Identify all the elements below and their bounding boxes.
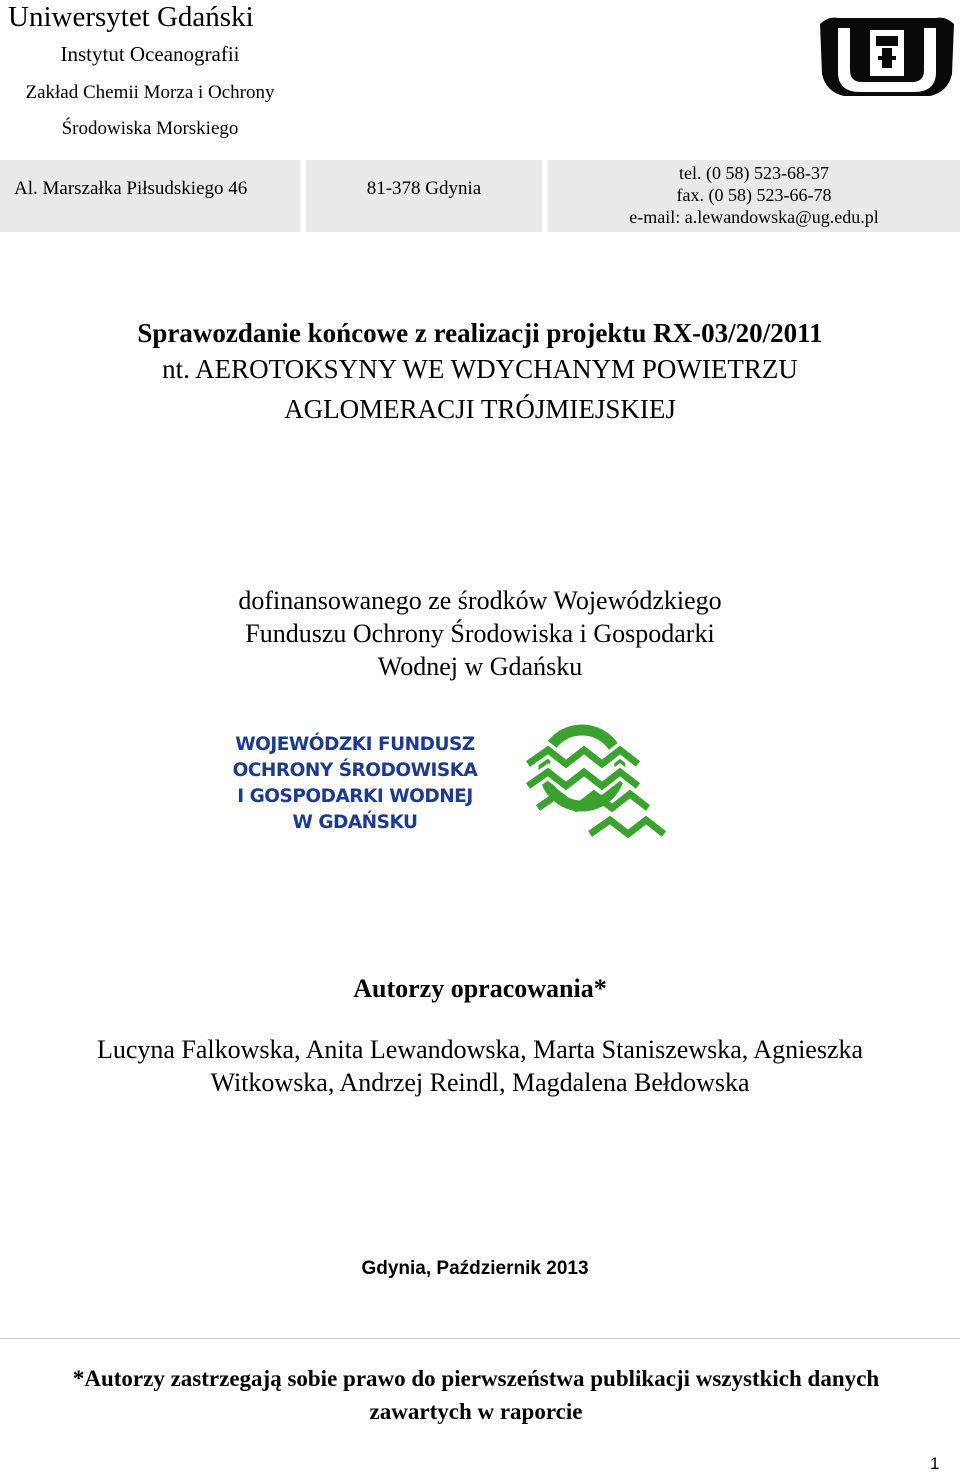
institute-name: Instytut Oceanografii: [60, 42, 240, 66]
street-address: Al. Marszałka Piłsudskiego 46: [14, 178, 248, 199]
department-line1: Zakład Chemii Morza i Ochrony: [25, 82, 275, 103]
funding-statement: [0, 584, 960, 683]
authors-heading: Autorzy opracowania*: [353, 974, 607, 1003]
report-subject-line1: nt. AEROTOKSYNY WE WDYCHANYM POWIETRZU: [162, 354, 798, 384]
department-line2: Środowiska Morskiego: [61, 118, 239, 139]
report-title: Sprawozdanie końcowe z realizacji projektu RX-03/20/2011: [137, 318, 823, 348]
footnote-line1: *Autorzy zastrzegają sobie prawo do pierwszeństwa publikacji wszystkich danych: [72, 1366, 880, 1391]
wfos-line2: OCHRONY ŚRODOWISKA: [232, 760, 478, 781]
email-address: e-mail: a.lewandowska@ug.edu.pl: [629, 207, 879, 227]
funding-line3: Wodnej w Gdańsku: [377, 652, 583, 681]
city-postcode: 81-378 Gdynia: [366, 178, 482, 199]
footnote: [0, 1362, 952, 1428]
fax-number: fax. (0 58) 523-66-78: [676, 185, 832, 205]
university-name: Uniwersytet Gdański: [8, 1, 254, 33]
contact-block: [548, 162, 960, 228]
page-number: 1: [930, 1454, 940, 1473]
wfos-line4: W GDAŃSKU: [292, 812, 418, 833]
authors-list: [0, 1033, 960, 1099]
funding-line2: Funduszu Ochrony Środowiska i Gospodarki: [245, 619, 715, 648]
wfos-line3: I GOSPODARKI WODNEJ: [237, 786, 473, 807]
funding-line1: dofinansowanego ze środków Wojewódzkiego: [238, 586, 722, 615]
wfos-logo-icon: [504, 722, 724, 852]
wfos-line1: WOJEWÓDZKI FUNDUSZ: [235, 734, 475, 755]
university-logo-icon: [818, 14, 956, 100]
authors-line1: Lucyna Falkowska, Anita Lewandowska, Marta Staniszewska, Agnieszka: [96, 1035, 864, 1064]
report-subject-line2: AGLOMERACJI TRÓJMIEJSKIEJ: [284, 394, 676, 424]
wfos-logo-text: [230, 732, 480, 836]
place-date: Gdynia, Październik 2013: [361, 1258, 589, 1279]
footnote-line2: zawartych w raporcie: [369, 1399, 583, 1424]
authors-line2: Witkowska, Andrzej Reindl, Magdalena Bełdowska: [210, 1068, 750, 1097]
phone-number: tel. (0 58) 523-68-37: [679, 163, 829, 183]
footnote-divider: [0, 1338, 960, 1339]
